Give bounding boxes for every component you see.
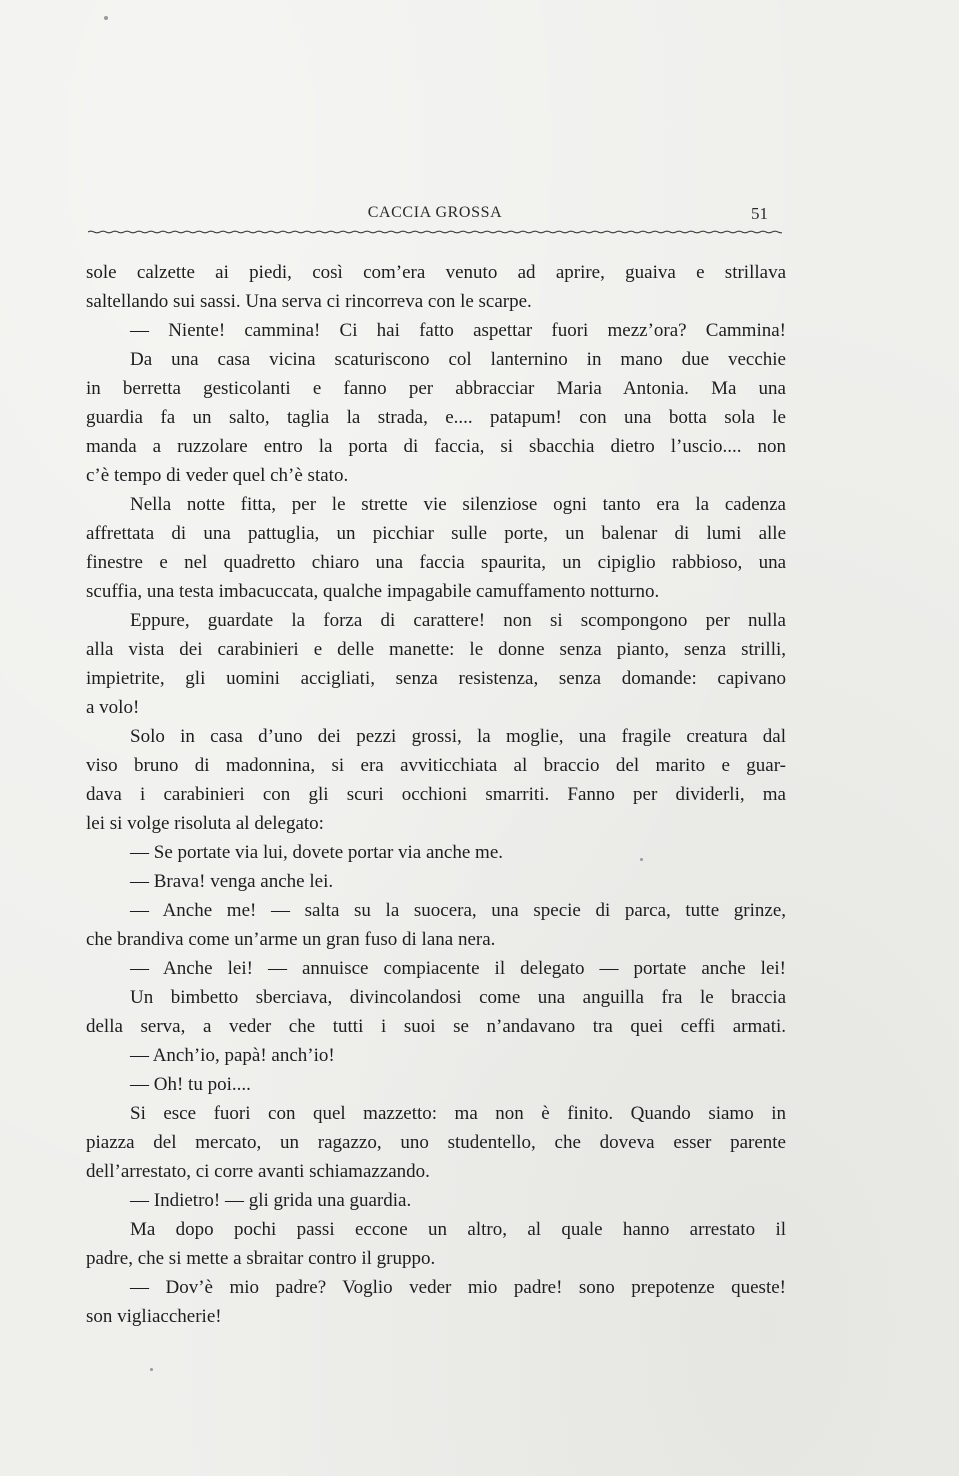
page-number: 51 bbox=[751, 204, 768, 223]
text-line: — Dov’è mio padre? Voglio veder mio padre! sono prepotenze queste! bbox=[130, 1277, 786, 1298]
text-line: Da una casa vicina scaturiscono col lanternino in mano due vecchie bbox=[130, 349, 786, 370]
text-line: sole calzette ai piedi, così com’era venuto ad aprire, guaiva e strillava bbox=[86, 262, 786, 283]
body-text bbox=[86, 258, 786, 1331]
page-header bbox=[88, 204, 782, 230]
text-line: scuffia, una testa imbacuccata, qualche impagabile camuffamento notturno. bbox=[86, 581, 660, 602]
text-line: della serva, a veder che tutti i suoi se n’andavano tra quei ceffi armati. bbox=[86, 1016, 786, 1037]
text-line: Eppure, guardate la forza di carattere! non si scompongono per nulla bbox=[130, 610, 786, 631]
text-line: dell’arrestato, ci corre avanti schiamazzando. bbox=[86, 1161, 430, 1182]
text-line: lei si volge risoluta al delegato: bbox=[86, 813, 324, 834]
text-line: che brandiva come un’arme un gran fuso di lana nera. bbox=[86, 929, 496, 950]
header-rule bbox=[88, 228, 782, 236]
text-line: padre, che si mette a sbraitar contro il gruppo. bbox=[86, 1248, 436, 1269]
text-line: affrettata di una pattuglia, un picchiar sulle porte, un balenar di lumi alle bbox=[86, 523, 786, 544]
text-line: Solo in casa d’uno dei pezzi grossi, la moglie, una fragile creatura dal bbox=[130, 726, 786, 747]
text-line: in berretta gesticolanti e fanno per abbracciar Maria Antonia. Ma una bbox=[86, 378, 786, 399]
text-line: — Brava! venga anche lei. bbox=[130, 871, 334, 892]
text-line: — Anche me! — salta su la suocera, una specie di parca, tutte grinze, bbox=[130, 900, 786, 921]
text-line: dava i carabinieri con gli scuri occhioni smarriti. Fanno per dividerli, ma bbox=[86, 784, 786, 805]
text-line: manda a ruzzolare entro la porta di faccia, si sbacchia dietro l’uscio.... non bbox=[86, 436, 786, 457]
text-line: — Indietro! — gli grida una guardia. bbox=[130, 1190, 412, 1211]
text-line: — Se portate via lui, dovete portar via anche me. bbox=[130, 842, 504, 863]
text-line: guardia fa un salto, taglia la strada, e.... patapum! con una botta sola le bbox=[86, 407, 786, 428]
paper-speck bbox=[150, 1368, 153, 1371]
wavy-rule-line bbox=[88, 231, 782, 233]
text-line: — Oh! tu poi.... bbox=[130, 1074, 251, 1095]
text-line: Si esce fuori con quel mazzetto: ma non è finito. Quando siamo in bbox=[130, 1103, 786, 1124]
text-line: alla vista dei carabinieri e delle manette: le donne senza pianto, senza strilli, bbox=[86, 639, 786, 660]
text-line: Nella notte fitta, per le strette vie silenziose ogni tanto era la cadenza bbox=[130, 494, 786, 515]
paper-speck bbox=[104, 16, 108, 20]
text-line: son vigliaccherie! bbox=[86, 1306, 222, 1327]
text-line: piazza del mercato, un ragazzo, uno studentello, che doveva esser parente bbox=[86, 1132, 786, 1153]
running-title: CACCIA GROSSA bbox=[367, 204, 503, 221]
text-line: Ma dopo pochi passi eccone un altro, al quale hanno arrestato il bbox=[130, 1219, 786, 1240]
text-line: finestre e nel quadretto chiaro una faccia spaurita, un cipiglio rabbioso, una bbox=[86, 552, 786, 573]
text-line: — Anche lei! — annuisce compiacente il delegato — portate anche lei! bbox=[130, 958, 786, 979]
text-line: — Anch’io, papà! anch’io! bbox=[130, 1045, 335, 1066]
text-line: c’è tempo di veder quel ch’è stato. bbox=[86, 465, 349, 486]
text-line: Un bimbetto sberciava, divincolandosi come una anguilla fra le braccia bbox=[130, 987, 786, 1008]
text-line: — Niente! cammina! Ci hai fatto aspettar fuori mezz’ora? Cammina! bbox=[130, 320, 786, 341]
text-line: saltellando sui sassi. Una serva ci rincorreva con le scarpe. bbox=[86, 291, 532, 312]
paper-speck bbox=[640, 858, 643, 861]
text-line: a volo! bbox=[86, 697, 140, 718]
text-line: impietrite, gli uomini accigliati, senza resistenza, senza domande: capivano bbox=[86, 668, 786, 689]
text-line: viso bruno di madonnina, si era avviticchiata al braccio del marito e guar- bbox=[86, 755, 786, 776]
